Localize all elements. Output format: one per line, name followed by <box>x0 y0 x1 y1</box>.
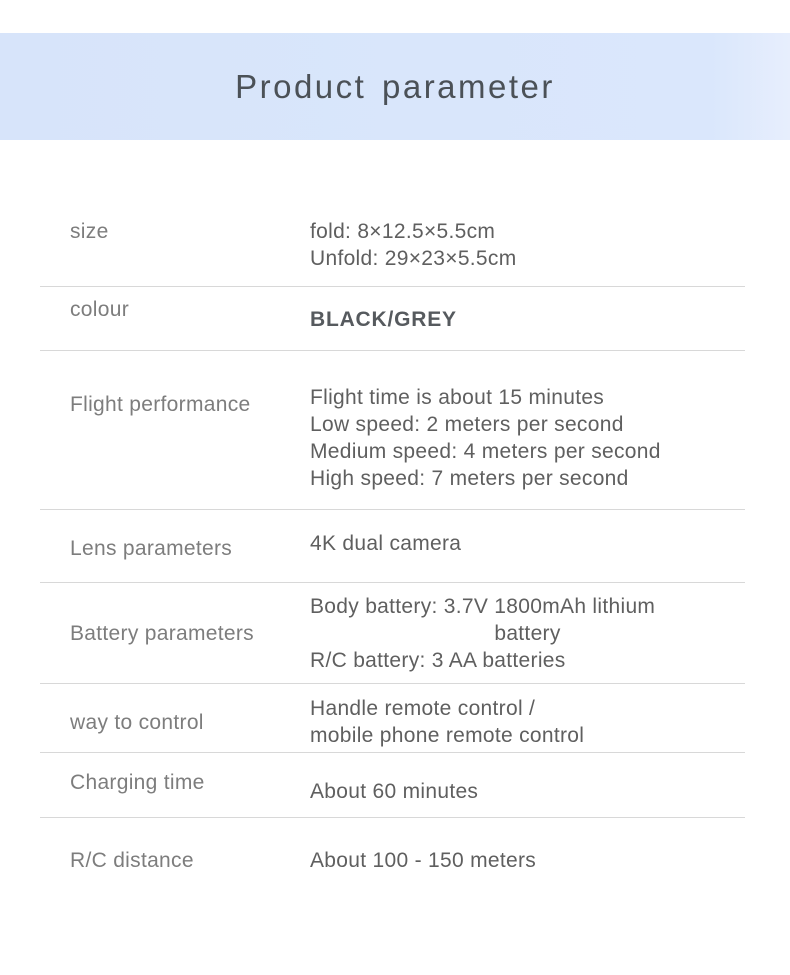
spec-row-lens-parameters <box>40 510 745 583</box>
spec-label-battery-parameters: Battery parameters <box>70 622 254 645</box>
spec-label-size: size <box>70 220 109 243</box>
spec-value-charging-time <box>310 769 745 805</box>
spec-row-flight-performance <box>40 351 745 510</box>
spec-value-line: Handle remote control / <box>310 697 536 720</box>
spec-value-line: Body battery: 3.7V 1800mAh lithium <box>310 595 656 618</box>
header-banner <box>0 33 790 140</box>
spec-label-way-to-control: way to control <box>70 710 204 734</box>
spec-label-rc-distance: R/C distance <box>70 849 194 872</box>
spec-value-way-to-control <box>310 695 745 749</box>
page-title: Product parameter <box>235 67 555 105</box>
spec-table <box>40 140 745 954</box>
spec-row-rc-distance <box>40 818 745 954</box>
spec-value-line: 4K dual camera <box>310 532 462 555</box>
spec-value-line: Unfold: 29×23×5.5cm <box>310 247 517 270</box>
spec-value-colour <box>310 296 745 333</box>
spec-value-line: battery <box>494 622 561 645</box>
spec-label-lens-parameters: Lens parameters <box>70 537 233 560</box>
spec-row-battery-parameters <box>40 583 745 684</box>
spec-row-size <box>40 140 745 287</box>
spec-value-battery-parameters <box>310 593 745 674</box>
spec-row-way-to-control <box>40 684 745 753</box>
spec-value-rc-distance <box>310 847 745 874</box>
spec-value-line: About 60 minutes <box>310 780 479 803</box>
spec-value-flight-performance <box>310 384 745 492</box>
spec-label-colour: colour <box>70 298 129 321</box>
spec-value-line: About 100 - 150 meters <box>310 849 537 872</box>
spec-value-line: mobile phone remote control <box>310 724 585 747</box>
spec-value-lens-parameters <box>310 530 745 557</box>
spec-row-colour <box>40 287 745 351</box>
spec-value-line: Medium speed: 4 meters per second <box>310 440 661 463</box>
spec-value-line: BLACK/GREY <box>310 308 457 331</box>
spec-value-line: High speed: 7 meters per second <box>310 467 629 490</box>
spec-value-line: Low speed: 2 meters per second <box>310 413 624 436</box>
spec-label-charging-time: Charging time <box>70 771 205 794</box>
spec-row-charging-time <box>40 753 745 818</box>
spec-value-size <box>310 218 745 272</box>
spec-value-line: Flight time is about 15 minutes <box>310 386 605 409</box>
spec-value-line: fold: 8×12.5×5.5cm <box>310 220 496 243</box>
spec-value-line: R/C battery: 3 AA batteries <box>310 649 566 672</box>
spec-label-flight-performance: Flight performance <box>70 393 251 416</box>
